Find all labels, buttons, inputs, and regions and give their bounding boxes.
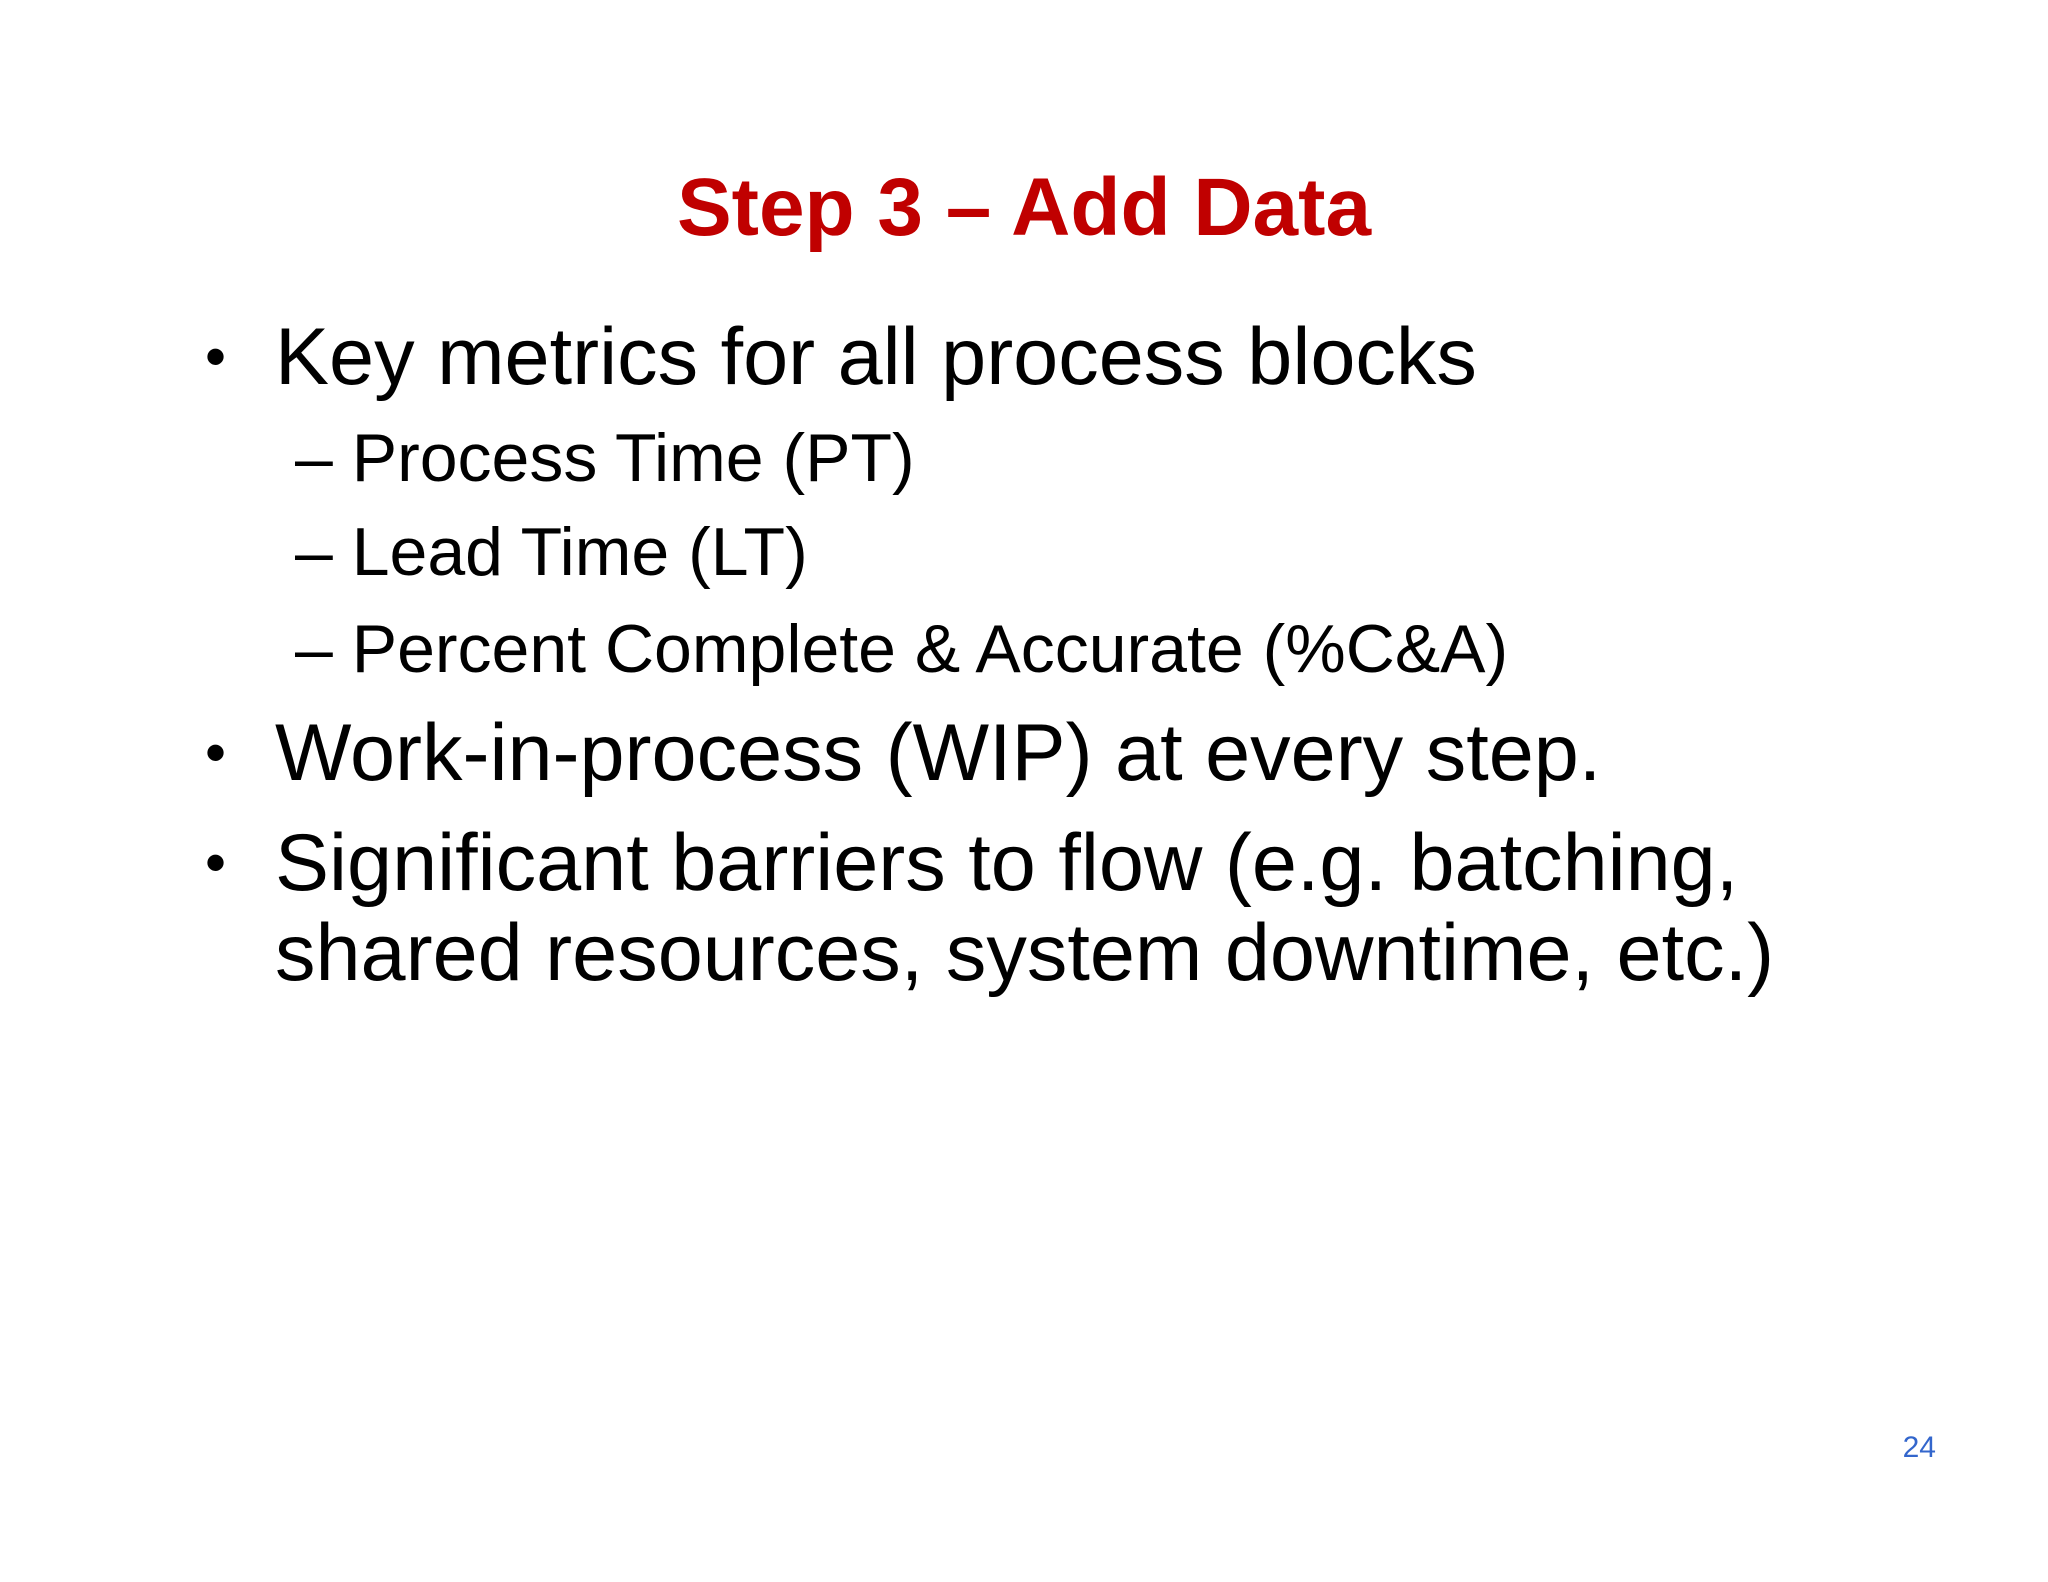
sub-item: – Percent Complete & Accurate (%C&A) — [295, 611, 1509, 687]
bullet-text-line-2: shared resources, system downtime, etc.) — [275, 908, 1775, 998]
bullet-text: Work-in-process (WIP) at every step. — [275, 708, 1602, 798]
sub-item: – Process Time (PT) — [295, 420, 915, 496]
sub-item: – Lead Time (LT) — [295, 514, 808, 590]
bullet-text: Key metrics for all process blocks — [275, 312, 1477, 402]
bullet-marker: • — [205, 719, 227, 786]
slide-title — [0, 158, 2048, 258]
bullet-text-line-1: Significant barriers to flow (e.g. batching, — [275, 818, 1739, 908]
bullet-marker: • — [205, 323, 227, 390]
page-number: 24 — [1902, 1431, 1936, 1464]
slide-title-text: Step 3 – Add Data — [676, 162, 1372, 253]
bullet-marker: • — [205, 829, 227, 896]
